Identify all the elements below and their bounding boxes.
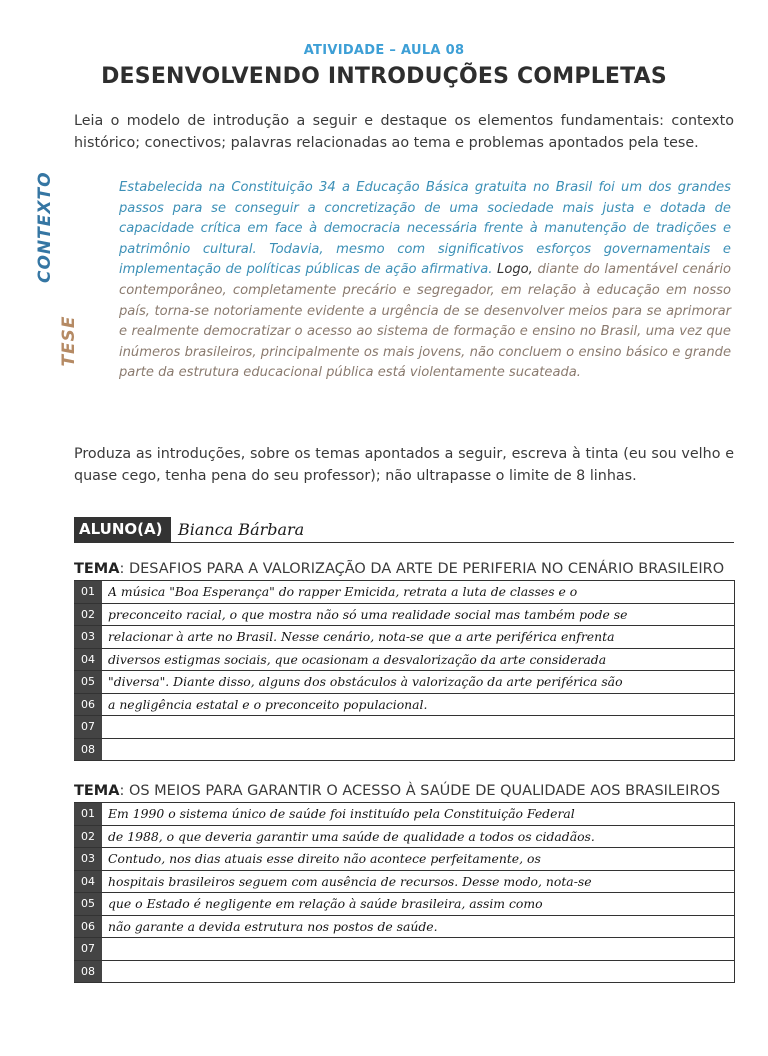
answer-line[interactable] [74,803,734,826]
theme-2-heading [74,783,734,799]
line-number: 08 [74,739,102,761]
answer-line[interactable] [74,961,734,984]
answer-line[interactable] [74,716,734,739]
handwritten-text: não garante a devida estrutura nos postos de saúde. [108,918,438,934]
theme-1-text: : DESAFIOS PARA A VALORIZAÇÃO DA ARTE DE PERIFERIA NO CENÁRIO BRASILEIRO [119,561,725,577]
page-title: DESENVOLVENDO INTRODUÇÕES COMPLETAS [101,64,667,89]
answer-line[interactable] [74,649,734,672]
line-number: 04 [74,649,102,671]
line-number: 06 [74,694,102,716]
answer-line[interactable] [74,671,734,694]
line-number: 01 [74,803,102,825]
instructions-writing: Produza as introduções, sobre os temas apontados a seguir, escreva à tinta (eu sou velho e quase cego, tenha pena do seu professor); não ultrapasse o limite de 8 linhas. [74,446,734,484]
activity-subtitle: ATIVIDADE – AULA 08 [303,43,465,58]
line-number: 05 [74,893,102,915]
answer-line[interactable] [74,893,734,916]
context-label: CONTEXTO [35,171,55,283]
line-number: 06 [74,916,102,938]
thesis-label: TESE [59,315,79,367]
answer-line[interactable] [74,826,734,849]
handwritten-text: A música "Boa Esperança" do rapper Emicida, retrata a luta de classes e o [108,584,578,599]
answer-line[interactable] [74,626,734,649]
line-number: 03 [74,626,102,648]
theme-2-text: : OS MEIOS PARA GARANTIR O ACESSO À SAÚDE DE QUALIDADE AOS BRASILEIROS [119,783,721,799]
handwritten-text: diversos estigmas sociais, que ocasionam a desvalorização da arte considerada [108,651,607,667]
handwritten-text: de 1988, o que deveria garantir uma saúde de qualidade a todos os cidadãos. [108,828,595,844]
handwritten-text: a negligência estatal e o preconceito populacional. [108,696,428,712]
theme-1-lines [74,580,735,761]
line-number: 02 [74,826,102,848]
handwritten-text: "diversa". Diante disso, alguns dos obstáculos à valorização da arte periférica são [108,674,623,689]
model-thesis-text: diante do lamentável cenário contemporâneo, completamente precário e segregador, em relação à educação em nosso país, torna-se notoriamente evidente a urgência de se desenvolver meios para se aprimorar e realmente democratizar o acesso ao sistema de formação e ensino no Brasil, uma vez que inúmeros brasileiros, principalmente os mais jovens, não concluem o ensino básico e grande parte da estrutura educacional pública está violentamente sucateada. [119,262,731,381]
handwritten-text: Contudo, nos dias atuais esse direito não acontece perfeitamente, os [108,851,541,866]
answer-line[interactable] [74,581,734,604]
handwritten-text: que o Estado é negligente em relação à saúde brasileira, assim como [108,896,543,911]
answer-line[interactable] [74,871,734,894]
handwritten-text: relacionar à arte no Brasil. Nesse cenário, nota-se que a arte periférica enfrenta [108,629,615,644]
answer-line[interactable] [74,916,734,939]
line-number: 08 [74,961,102,983]
model-introduction [119,178,731,384]
model-connective: Logo, [497,262,533,278]
student-row [74,517,734,543]
answer-line[interactable] [74,938,734,961]
line-number: 03 [74,848,102,870]
line-number: 01 [74,581,102,603]
line-number: 02 [74,604,102,626]
theme-1-prefix: TEMA [74,561,120,577]
line-number: 07 [74,938,102,960]
student-name: Bianca Bárbara [178,520,305,539]
theme-2-prefix: TEMA [74,783,120,799]
answer-line[interactable] [74,604,734,627]
answer-line[interactable] [74,739,734,762]
handwritten-text: hospitais brasileiros seguem com ausência de recursos. Desse modo, nota-se [108,873,592,889]
line-number: 07 [74,716,102,738]
line-number: 05 [74,671,102,693]
model-context-text: Estabelecida na Constituição 34 a Educação Básica gratuita no Brasil foi um dos grandes passos para se conseguir a concretização de uma sociedade mais justa e dotada de capacidade crítica em face à democracia necessária frente à manutenção de tradições e patrimônio cultural. Todavia, mesmo com significativos esforços governamentais e implementação de políticas públicas de ação afirmativa. [119,180,731,278]
answer-line[interactable] [74,694,734,717]
student-label: ALUNO(A) [74,517,171,542]
handwritten-text: preconceito racial, o que mostra não só uma realidade social mas também pode se [108,606,628,622]
theme-2-lines [74,802,735,983]
theme-1-heading [74,561,734,577]
instructions-reading: Leia o modelo de introdução a seguir e destaque os elementos fundamentais: contexto histórico; conectivos; palavras relacionadas ao tema e problemas apontados pela tese. [74,113,734,151]
line-number: 04 [74,871,102,893]
handwritten-text: Em 1990 o sistema único de saúde foi instituído pela Constituição Federal [108,806,575,821]
answer-line[interactable] [74,848,734,871]
